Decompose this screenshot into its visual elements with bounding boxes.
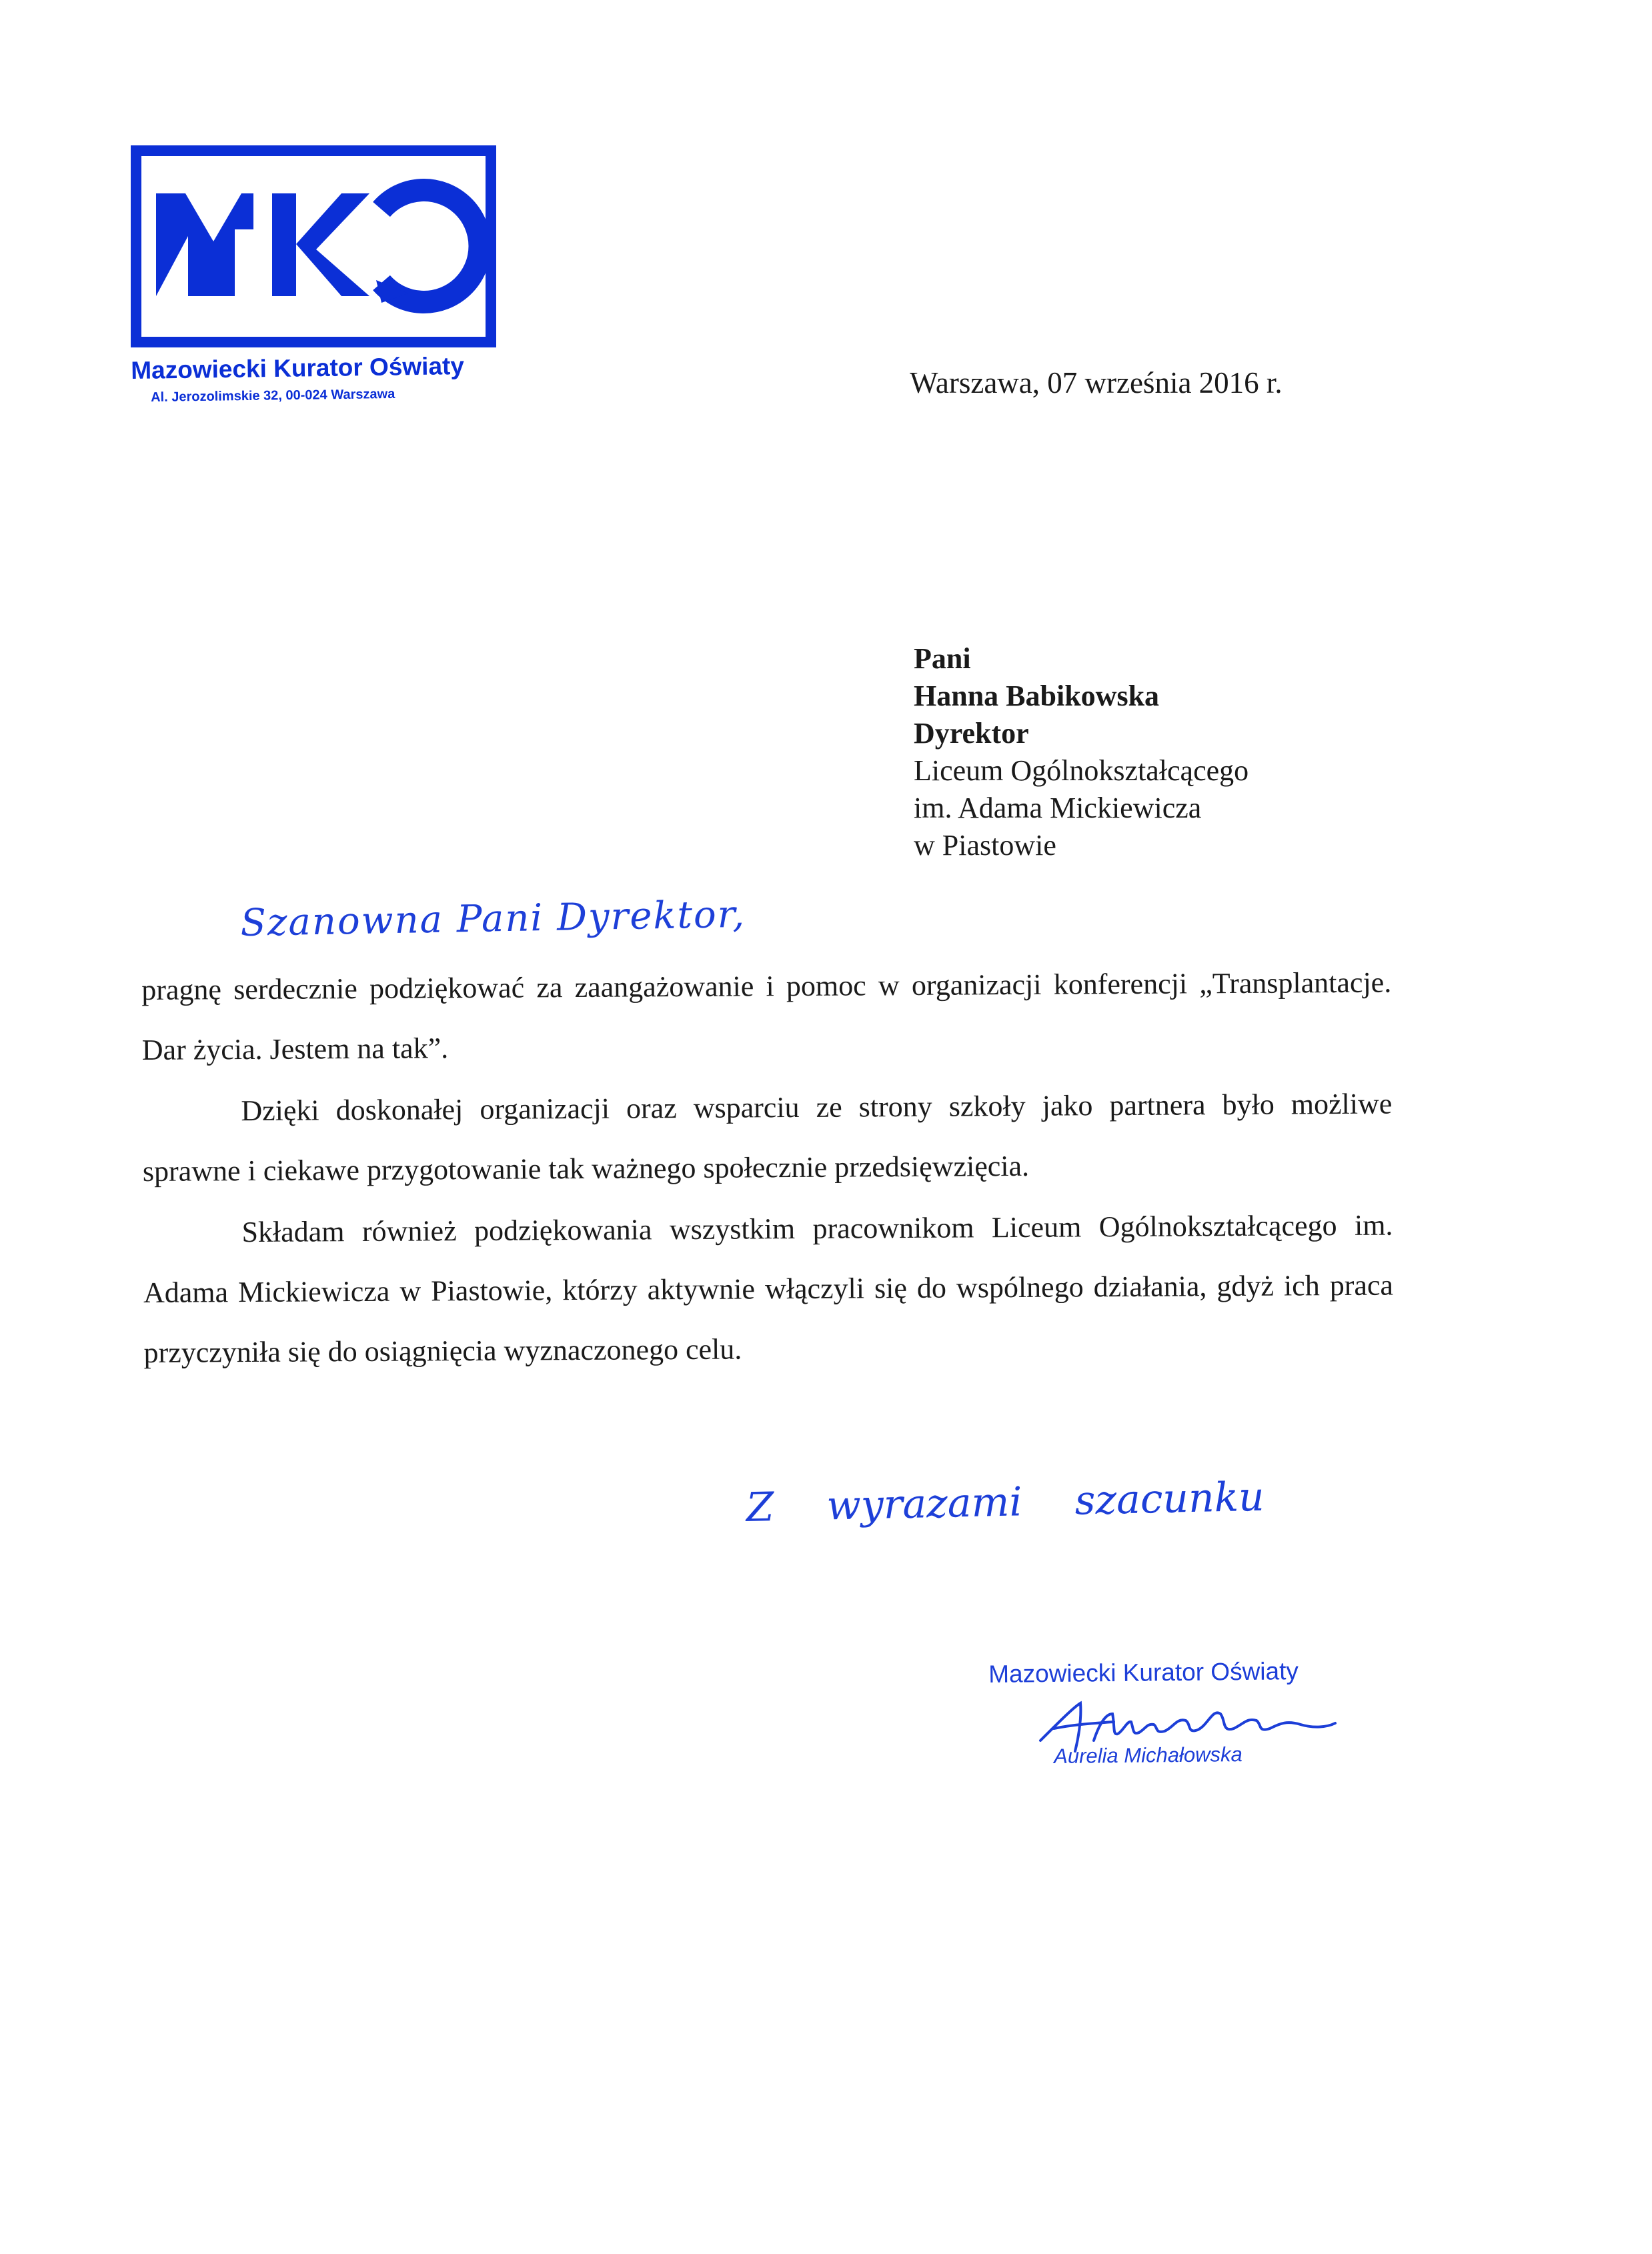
- recipient-name: Hanna Babikowska: [914, 680, 1160, 712]
- signer-name: Aurelia Michałowska: [1054, 1743, 1243, 1768]
- body-paragraph-2: Dzięki doskonałej organizacji oraz wsparciu ze strony szkoły jako partnera było możliwe sprawne i ciekawe przygotowanie tak ważnego społecznie przedsięwzięcia.: [142, 1087, 1393, 1188]
- body-paragraph-1: pragnę serdecznie podziękować za zaangażowanie i pomoc w organizacji konferencji „Transplantacje. Dar życia. Jestem na tak”.: [141, 966, 1392, 1066]
- mko-logo-mark: [141, 156, 486, 337]
- letterhead-address: Al. Jerozolimskie 32, 00-024 Warszawa: [151, 386, 395, 405]
- body-paragraph-3: Składam również podziękowania wszystkim pracownikom Liceum Ogólnokształcącego im. Adama Mickiewicza w Piastowie, którzy aktywnie włączyli się do wspólnego działania, gdyż ich praca przyczyniła się do osiągnięcia wyznaczonego celu.: [143, 1208, 1394, 1369]
- handwritten-closing: Z wyrazami szacunku: [746, 1473, 1265, 1531]
- recipient-school-line2: im. Adama Mickiewicza: [914, 792, 1202, 824]
- recipient-title: Pani: [914, 642, 971, 675]
- stamp-title: Mazowiecki Kurator Oświaty: [988, 1657, 1299, 1688]
- letter-body: [141, 953, 1394, 1383]
- letterhead-institution: Mazowiecki Kurator Oświaty: [131, 352, 465, 384]
- letter-date: Warszawa, 07 września 2016 r.: [910, 366, 1283, 399]
- handwritten-salutation: Szanowna Pani Dyrektor,: [240, 892, 746, 945]
- recipient-position: Dyrektor: [914, 717, 1029, 750]
- recipient-school-line3: w Piastowie: [914, 829, 1056, 862]
- recipient-block: [914, 640, 1249, 864]
- recipient-school-line1: Liceum Ogólnokształcącego: [914, 754, 1249, 787]
- mko-logo: [131, 145, 496, 347]
